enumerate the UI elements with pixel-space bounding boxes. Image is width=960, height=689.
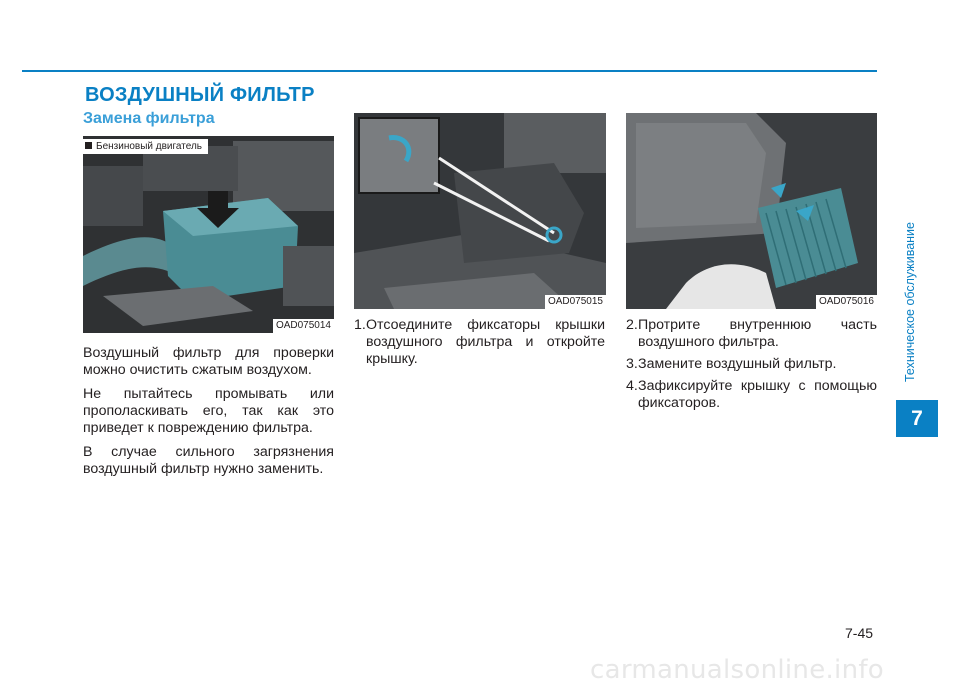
intro-text <box>83 345 334 485</box>
figure-filter-replacement <box>626 113 877 309</box>
figure-clip-release <box>354 113 606 309</box>
figure-code: OAD075015 <box>545 295 606 309</box>
step-number: 1. <box>354 317 366 333</box>
step-item <box>626 317 877 351</box>
chapter-side-label-text: Техническое обслуживание <box>903 222 917 382</box>
step-text: Замените воздушный фильтр. <box>638 356 837 372</box>
step-item <box>626 378 877 412</box>
figure-code: OAD075014 <box>273 319 334 333</box>
paragraph: Воздушный фильтр для проверки можно очистить сжатым воздухом. <box>83 345 334 378</box>
chapter-side-label[interactable] <box>902 214 918 390</box>
steps-column-2 <box>626 317 877 417</box>
step-number: 2. <box>626 317 638 333</box>
step-number: 4. <box>626 378 638 394</box>
engine-type-text: Бензиновый двигатель <box>96 141 203 152</box>
clip-illustration <box>354 113 606 309</box>
step-text: Отсоедините фиксаторы крышки воздушного фильтра и откройте крышку. <box>366 317 605 367</box>
figure-code: OAD075016 <box>816 295 877 309</box>
filter-illustration <box>626 113 877 309</box>
page-number: 7-45 <box>845 625 874 641</box>
engine-bay-illustration <box>83 136 334 333</box>
square-bullet-icon <box>85 142 92 149</box>
paragraph: Не пытайтесь промывать или прополаскивать его, так как это приведет к повреждению фильтра. <box>83 386 334 436</box>
step-text: Зафиксируйте крышку с помощью фиксаторов. <box>638 378 877 411</box>
chapter-tab[interactable]: 7 <box>896 400 938 437</box>
sub-title: Замена фильтра <box>83 110 215 127</box>
watermark: carmanualsonline.info <box>590 655 885 685</box>
engine-type-label <box>83 139 208 154</box>
step-item <box>626 356 877 373</box>
steps-column-1 <box>354 317 605 373</box>
header-rule <box>22 70 877 72</box>
step-item <box>354 317 605 368</box>
step-text: Протрите внутреннюю часть воздушного фильтра. <box>638 317 877 350</box>
figure-air-filter-location <box>83 136 334 333</box>
step-number: 3. <box>626 356 638 372</box>
section-title: ВОЗДУШНЫЙ ФИЛЬТР <box>85 84 315 106</box>
paragraph: В случае сильного загрязнения воздушный фильтр нужно заменить. <box>83 444 334 477</box>
